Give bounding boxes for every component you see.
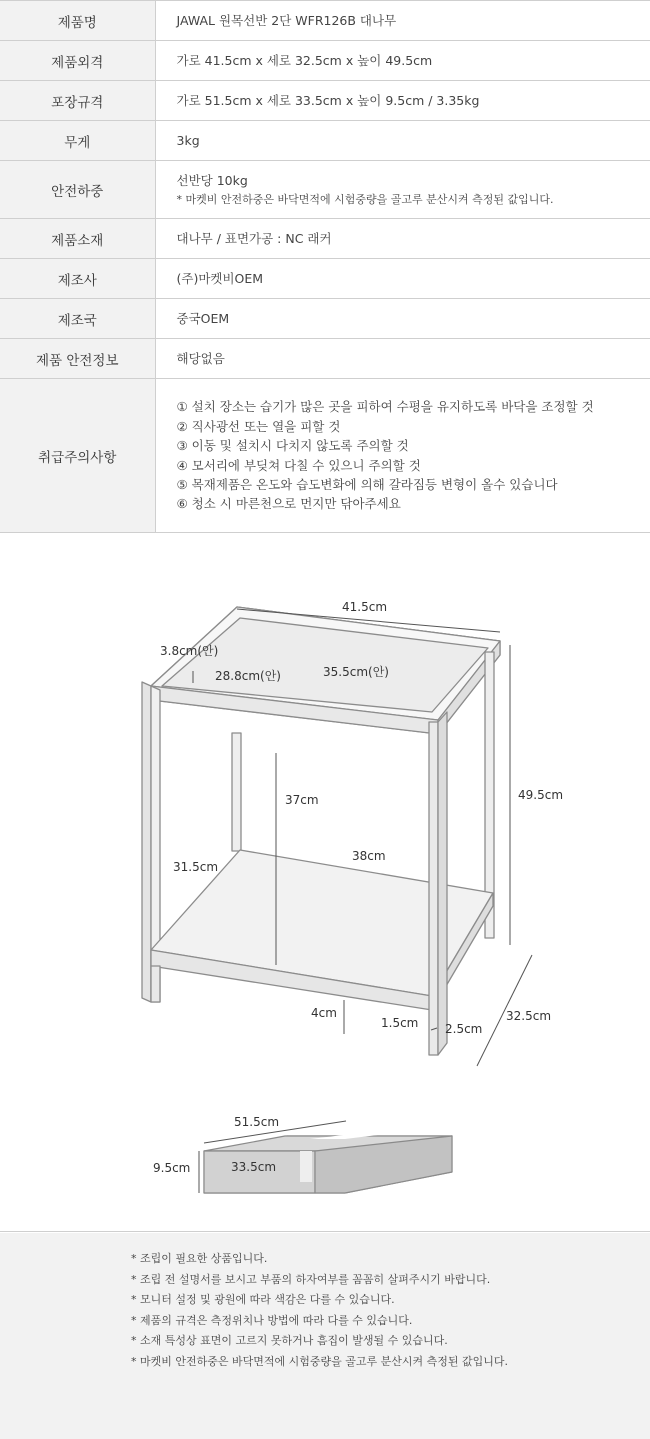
spec-value	[155, 339, 650, 379]
spec-label: 안전하중	[0, 161, 155, 219]
spec-value	[155, 121, 650, 161]
dim-inner-depth: 28.8cm(안)	[215, 669, 281, 683]
dim-leg-thick: 1.5cm	[381, 1016, 419, 1030]
pkg-length: 51.5cm	[234, 1115, 280, 1129]
dim-tray-depth: 3.8cm(안)	[160, 644, 219, 658]
spec-row	[0, 81, 650, 121]
dimension-drawing	[0, 542, 650, 1232]
pkg-height: 9.5cm	[153, 1161, 191, 1175]
spec-value-line: 중국OEM	[176, 310, 230, 326]
dim-lower-width: 38cm	[352, 849, 386, 863]
footer-notes	[0, 1233, 650, 1439]
spec-value-line: ① 설치 장소는 습기가 많은 곳을 피하여 수평을 유지하도록 바닥을 조정할 것	[176, 399, 594, 415]
note-item: * 조립이 필요한 상품입니다.	[131, 1252, 268, 1265]
spec-value	[155, 161, 650, 219]
spec-value-line: JAWAL 원목선반 2단 WFR126B 대나무	[176, 12, 397, 28]
spec-label: 제품 안전정보	[0, 339, 155, 379]
dim-inner-width: 35.5cm(안)	[323, 665, 389, 679]
note-item: * 마켓비 안전하중은 바닥면적에 시험중량을 골고루 분산시켜 측정된 값입니다.	[131, 1354, 508, 1368]
spec-label: 제품외격	[0, 41, 155, 81]
spec-value-line: ③ 이동 및 설치시 다치지 않도록 주의할 것	[176, 438, 409, 454]
spec-value-line: 대나무 / 표면가공 : NC 래커	[176, 230, 332, 246]
pkg-depth: 33.5cm	[231, 1160, 277, 1174]
note-item: * 제품의 규격은 측정위치나 방법에 따라 다를 수 있습니다.	[131, 1313, 413, 1327]
dim-height-total: 49.5cm	[518, 788, 564, 802]
spec-row	[0, 121, 650, 161]
spec-row	[0, 379, 650, 533]
spec-value-line: 가로 41.5cm x 세로 32.5cm x 높이 49.5cm	[176, 52, 433, 68]
spec-value-line: ⑤ 목재제품은 온도와 습도변화에 의해 갈라짐등 변형이 올수 있습니다	[176, 476, 558, 492]
spec-label: 제품소재	[0, 219, 155, 259]
dim-width-top: 41.5cm	[342, 600, 388, 614]
spec-value	[155, 81, 650, 121]
spec-value	[155, 299, 650, 339]
spec-label: 제품명	[0, 1, 155, 41]
spec-label: 취급주의사항	[0, 379, 155, 533]
spec-value-line: 3kg	[176, 132, 200, 148]
dim-lower-depth: 31.5cm	[173, 860, 219, 874]
dim-leg-bottom: 4cm	[311, 1006, 337, 1020]
spec-value-line: (주)마켓비OEM	[176, 270, 264, 286]
note-item: * 모니터 설정 및 광원에 따라 색감은 다를 수 있습니다.	[131, 1293, 395, 1307]
spec-value-line: 해당없음	[176, 350, 225, 366]
spec-label: 제조국	[0, 299, 155, 339]
spec-value-note: * 마켓비 안전하중은 바닥면적에 시험중량을 골고루 분산시켜 측정된 값입니다.	[176, 192, 554, 206]
spec-value	[155, 219, 650, 259]
spec-label: 포장규격	[0, 81, 155, 121]
spec-row	[0, 41, 650, 81]
note-item: * 소재 특성상 표면이 고르지 못하거나 흠집이 발생될 수 있습니다.	[131, 1334, 448, 1348]
spec-value	[155, 1, 650, 41]
spec-value-line: 선반당 10kg	[176, 173, 248, 189]
spec-row	[0, 339, 650, 379]
spec-value-line: 가로 51.5cm x 세로 33.5cm x 높이 9.5cm / 3.35kg	[176, 92, 480, 108]
spec-row	[0, 161, 650, 219]
spec-value-line: ⑥ 청소 시 마른천으로 먼지만 닦아주세요	[176, 496, 401, 512]
shelf-illustration	[0, 542, 650, 1232]
spec-row	[0, 219, 650, 259]
spec-row	[0, 299, 650, 339]
spec-value-line: ④ 모서리에 부딪쳐 다칠 수 있으니 주의할 것	[176, 457, 421, 473]
spec-label: 무게	[0, 121, 155, 161]
spec-row	[0, 1, 650, 41]
spec-value	[155, 259, 650, 299]
dim-depth-total: 32.5cm	[506, 1009, 552, 1023]
spec-row	[0, 259, 650, 299]
note-item: * 조립 전 설명서를 보시고 부품의 하자여부를 꼼꼼히 살펴주시기 바랍니다.	[131, 1272, 491, 1286]
spec-value	[155, 41, 650, 81]
spec-value-line: ② 직사광선 또는 열을 피할 것	[176, 418, 341, 434]
dim-shelf-gap: 37cm	[285, 793, 319, 807]
dim-leg-depth: 2.5cm	[445, 1022, 483, 1036]
spec-table	[0, 0, 650, 533]
spec-value	[155, 379, 650, 533]
spec-label: 제조사	[0, 259, 155, 299]
